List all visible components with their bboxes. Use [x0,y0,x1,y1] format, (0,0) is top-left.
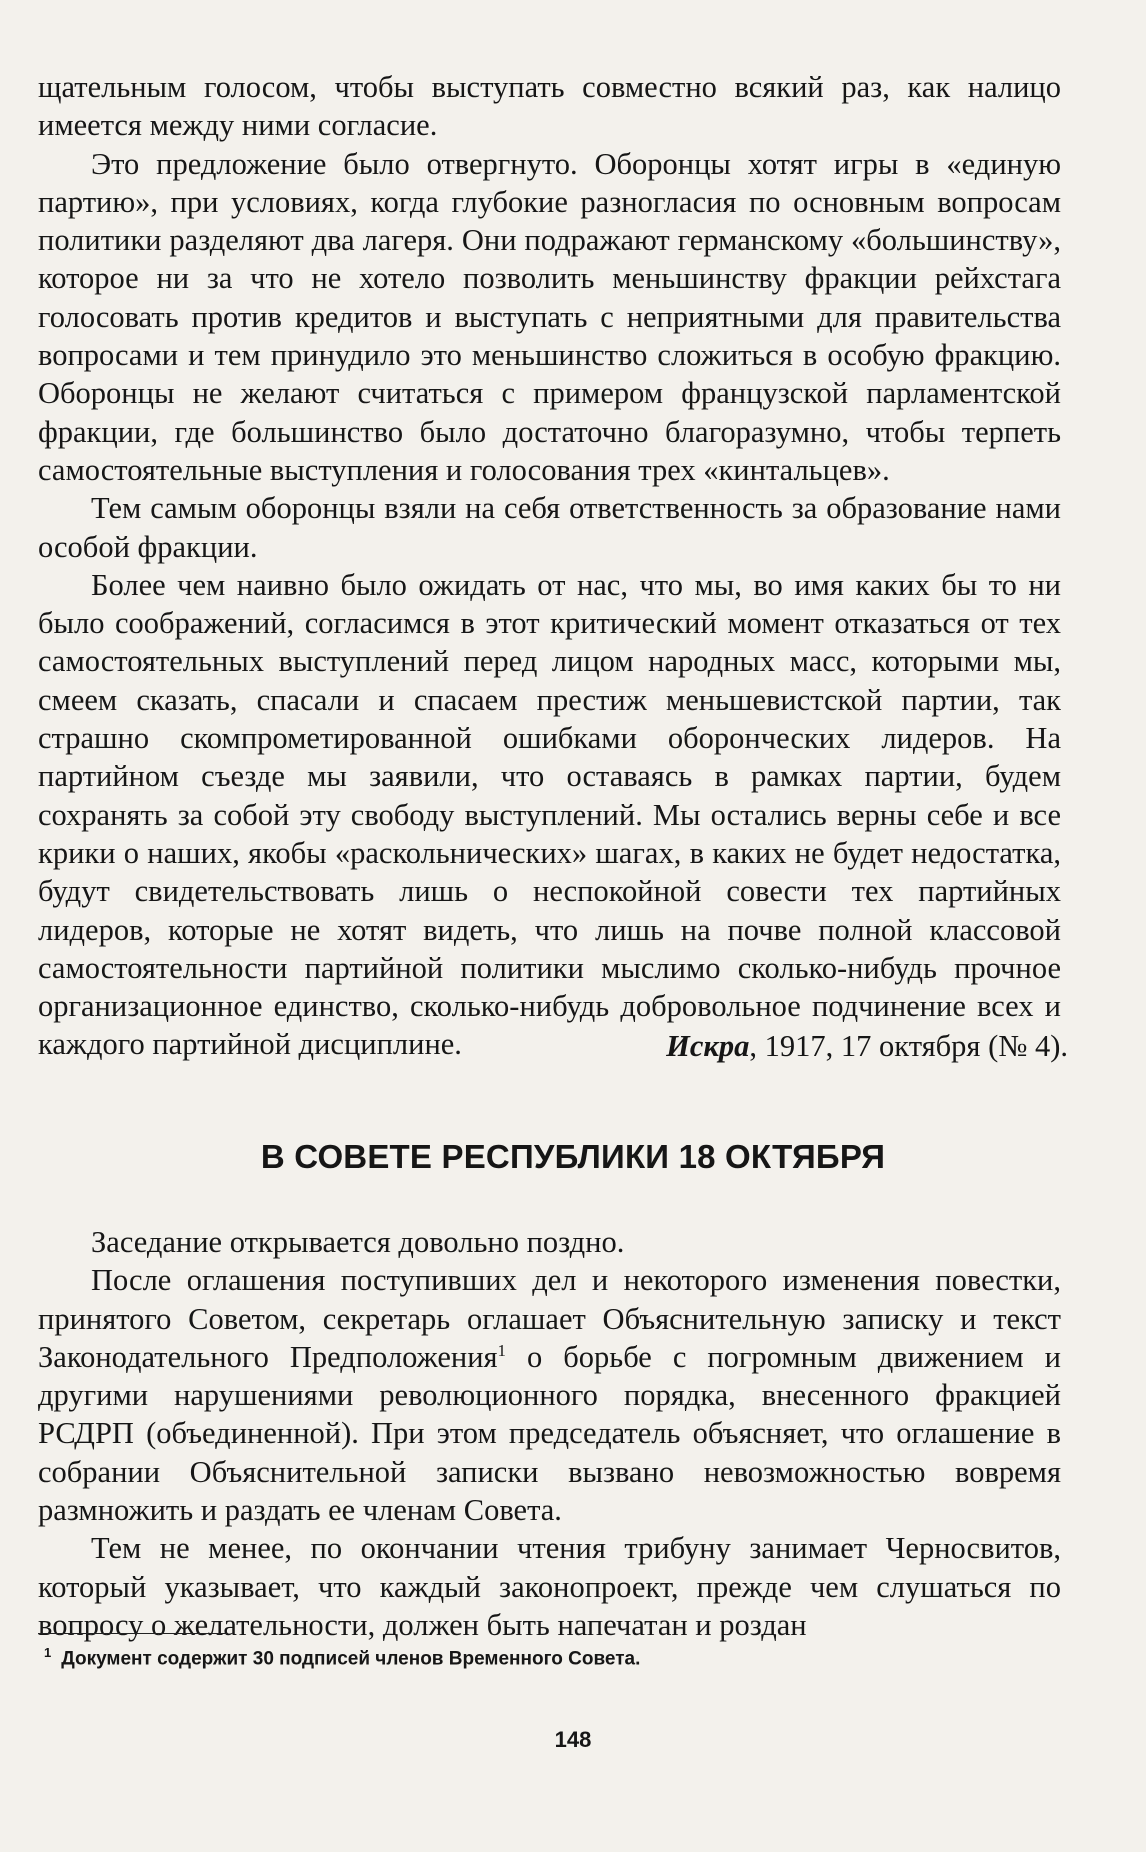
page-number: 148 [554,1727,592,1752]
footnote-reference: 1 [497,1340,507,1360]
proposal-text-start: После оглашения поступивших дел и некоторого изменения повестки, принятого Советом, секретарь оглашает Объяснительную записку и текст Законодательного Предположения [38,1263,1061,1374]
source-journal: Искра [666,1029,750,1063]
footnote-text: Документ содержит 30 подписей членов Временного Совета. [61,1648,641,1670]
section-title: В СОВЕТЕ РЕСПУБЛИКИ 18 ОКТЯБРЯ [260,1138,886,1175]
paragraph-chernosvitov: Тем не менее, по окончании чтения трибуну занимает Черносвитов, который указывает, что каждый законопроект, прежде чем слушаться по вопросу о желательности, должен быть напечатан и роздан [38,1531,1061,1642]
paragraph-proposal-read [38,1261,1061,1529]
source-citation [666,1027,1068,1065]
paragraph-responsibility: Тем самым оборонцы взяли на себя ответственность за образование нами особой фракции. [38,491,1061,564]
paragraph-continued: щательным голосом, чтобы выступать совместно всякий раз, как налицо имеется между ними согласие. [38,70,1061,143]
source-details: , 1917, 17 октября (№ 4). [749,1029,1068,1063]
footnote-divider [38,1633,228,1634]
article-continuation [38,68,1061,1064]
footnote-mark: 1 [44,1645,52,1660]
proposal-text-end: о борьбе с погромным движением и другими нарушениями революционного порядка, внесенного фракцией РСДРП (объединенной). При этом председатель объясняет, что оглашение в собрании Объяснительной записки вызвано невозможностью вовремя размножить и раздать ее членам Совета. [38,1339,1061,1528]
section-body [38,1223,1061,1644]
footnote [38,1640,1061,1672]
paragraph-session-opens: Заседание открывается довольно поздно. [91,1225,625,1259]
paragraph-rejection: Это предложение было отвергнуто. Оборонцы хотят игры в «единую партию», при условиях, когда глубокие разногласия по основным вопросам политики разделяют два лагеря. Они подражают германскому «большинству», которое ни за что не хотело позволить меньшинству фракции рейхстага голосовать против кредитов и выступать с неприятными для правительства вопросами и тем принудило это меньшинство сложиться в особую фракцию. Оборонцы не желают считаться с примером французской парламентской фракции, где большинство было достаточно благоразумно, чтобы терпеть самостоятельные выступления и голосования трех «кинтальцев». [38,146,1061,487]
paragraph-naive-expectation: Более чем наивно было ожидать от нас, что мы, во имя каких бы то ни было соображений, согласимся в этот критический момент отказаться от тех самостоятельных выступлений перед лицом народных масс, которыми мы, смеем сказать, спасали и спасаем престиж меньшевистской партии, так страшно скомпрометированной ошибками оборонческих лидеров. На партийном съезде мы заявили, что оставаясь в рамках партии, будем сохранять за собой эту свободу выступлений. Мы остались верны себе и все крики о наших, якобы «раскольнических» шагах, в каких не будет недостатка, будут свидетельствовать лишь о неспокойной совести тех партийных лидеров, которые не хотят видеть, что лишь на почве полной классовой самостоятельности партийной политики мыслимо сколько-нибудь прочное организационное единство, сколько-нибудь добровольное подчинение всех и каждого партийной дисциплине. [38,567,1061,1062]
